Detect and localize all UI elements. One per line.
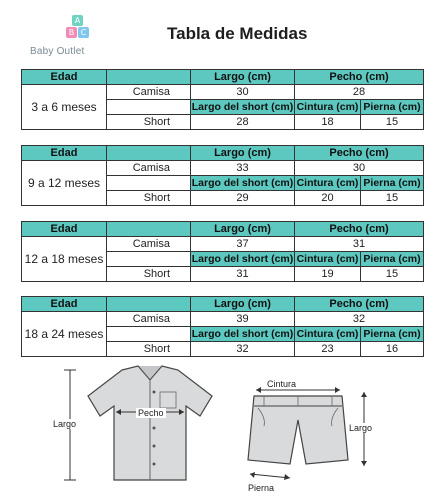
camisa-pecho-value: 32 bbox=[295, 312, 424, 327]
short-largo-value: 28 bbox=[191, 115, 295, 130]
table-header-row bbox=[22, 222, 424, 237]
pierna-header: Pierna (cm) bbox=[361, 176, 424, 191]
age-cell: 9 a 12 meses bbox=[22, 161, 107, 206]
largo-short-header: Largo del short (cm) bbox=[191, 253, 294, 265]
camisa-largo-value: 37 bbox=[191, 237, 295, 252]
camisa-label: Camisa bbox=[107, 237, 191, 252]
size-table bbox=[21, 221, 424, 282]
short-largo-value: 32 bbox=[191, 342, 295, 357]
largo-short-header: Largo del short (cm) bbox=[191, 101, 294, 113]
table-row bbox=[22, 237, 424, 252]
short-label: Short bbox=[107, 267, 191, 282]
camisa-label: Camisa bbox=[107, 85, 191, 100]
pierna-header: Pierna (cm) bbox=[361, 100, 424, 115]
age-cell: 18 a 24 meses bbox=[22, 312, 107, 357]
edad-header: Edad bbox=[22, 146, 107, 161]
short-label: Short bbox=[107, 191, 191, 206]
short-pierna-value: 15 bbox=[361, 267, 424, 282]
shorts-cintura-label: Cintura bbox=[267, 379, 297, 389]
short-pierna-value: 15 bbox=[361, 191, 424, 206]
table-row bbox=[22, 312, 424, 327]
pecho-header: Pecho (cm) bbox=[295, 222, 424, 237]
cintura-header: Cintura (cm) bbox=[295, 327, 361, 342]
block-b-icon: B bbox=[66, 27, 77, 38]
largo-short-header: Largo del short (cm) bbox=[191, 177, 294, 189]
shirt-diagram bbox=[50, 362, 250, 500]
shorts-largo-label: Largo bbox=[349, 423, 373, 433]
empty-header-cell bbox=[107, 297, 191, 312]
page-title: Tabla de Medidas bbox=[167, 24, 308, 43]
pecho-header: Pecho (cm) bbox=[295, 297, 424, 312]
size-table bbox=[21, 69, 424, 130]
empty-header-cell bbox=[107, 146, 191, 161]
shirt-pecho-label: Pecho bbox=[138, 408, 164, 418]
short-cintura-value: 18 bbox=[295, 115, 361, 130]
table-header-row bbox=[22, 297, 424, 312]
short-cintura-value: 23 bbox=[295, 342, 361, 357]
table-header-row bbox=[22, 146, 424, 161]
camisa-pecho-value: 31 bbox=[295, 237, 424, 252]
pierna-header: Pierna (cm) bbox=[361, 327, 424, 342]
pierna-header: Pierna (cm) bbox=[361, 252, 424, 267]
largo-header: Largo (cm) bbox=[191, 297, 295, 312]
pecho-header: Pecho (cm) bbox=[295, 70, 424, 85]
measurement-diagrams bbox=[0, 362, 447, 500]
short-pierna-value: 15 bbox=[361, 115, 424, 130]
short-label: Short bbox=[107, 342, 191, 357]
camisa-largo-value: 39 bbox=[191, 312, 295, 327]
block-a-icon: A bbox=[72, 15, 83, 26]
size-table bbox=[21, 145, 424, 206]
largo-short-header: Largo del short (cm) bbox=[191, 328, 294, 340]
cintura-header: Cintura (cm) bbox=[295, 252, 361, 267]
camisa-label: Camisa bbox=[107, 312, 191, 327]
short-label: Short bbox=[107, 115, 191, 130]
short-pierna-value: 16 bbox=[361, 342, 424, 357]
largo-header: Largo (cm) bbox=[191, 70, 295, 85]
edad-header: Edad bbox=[22, 70, 107, 85]
cintura-header: Cintura (cm) bbox=[295, 100, 361, 115]
pecho-header: Pecho (cm) bbox=[295, 146, 424, 161]
brand-logo bbox=[30, 15, 114, 57]
camisa-largo-value: 30 bbox=[191, 85, 295, 100]
camisa-label: Camisa bbox=[107, 161, 191, 176]
age-cell: 12 a 18 meses bbox=[22, 237, 107, 282]
short-largo-value: 31 bbox=[191, 267, 295, 282]
empty-cell bbox=[107, 176, 191, 191]
blocks-icon bbox=[66, 15, 96, 45]
size-table bbox=[21, 296, 424, 357]
block-c-icon: C bbox=[78, 27, 89, 38]
empty-cell bbox=[107, 252, 191, 267]
table-header-row bbox=[22, 70, 424, 85]
short-cintura-value: 20 bbox=[295, 191, 361, 206]
shorts-pierna-label: Pierna bbox=[248, 483, 275, 493]
cintura-header: Cintura (cm) bbox=[295, 176, 361, 191]
table-row bbox=[22, 161, 424, 176]
largo-header: Largo (cm) bbox=[191, 222, 295, 237]
short-largo-value: 29 bbox=[191, 191, 295, 206]
brand-name: Baby Outlet bbox=[30, 46, 85, 57]
empty-header-cell bbox=[107, 70, 191, 85]
short-cintura-value: 19 bbox=[295, 267, 361, 282]
age-cell: 3 a 6 meses bbox=[22, 85, 107, 130]
camisa-pecho-value: 28 bbox=[295, 85, 424, 100]
edad-header: Edad bbox=[22, 297, 107, 312]
empty-cell bbox=[107, 327, 191, 342]
empty-cell bbox=[107, 100, 191, 115]
camisa-largo-value: 33 bbox=[191, 161, 295, 176]
edad-header: Edad bbox=[22, 222, 107, 237]
shirt-largo-label: Largo bbox=[53, 419, 77, 429]
camisa-pecho-value: 30 bbox=[295, 161, 424, 176]
table-row bbox=[22, 85, 424, 100]
largo-header: Largo (cm) bbox=[191, 146, 295, 161]
empty-header-cell bbox=[107, 222, 191, 237]
